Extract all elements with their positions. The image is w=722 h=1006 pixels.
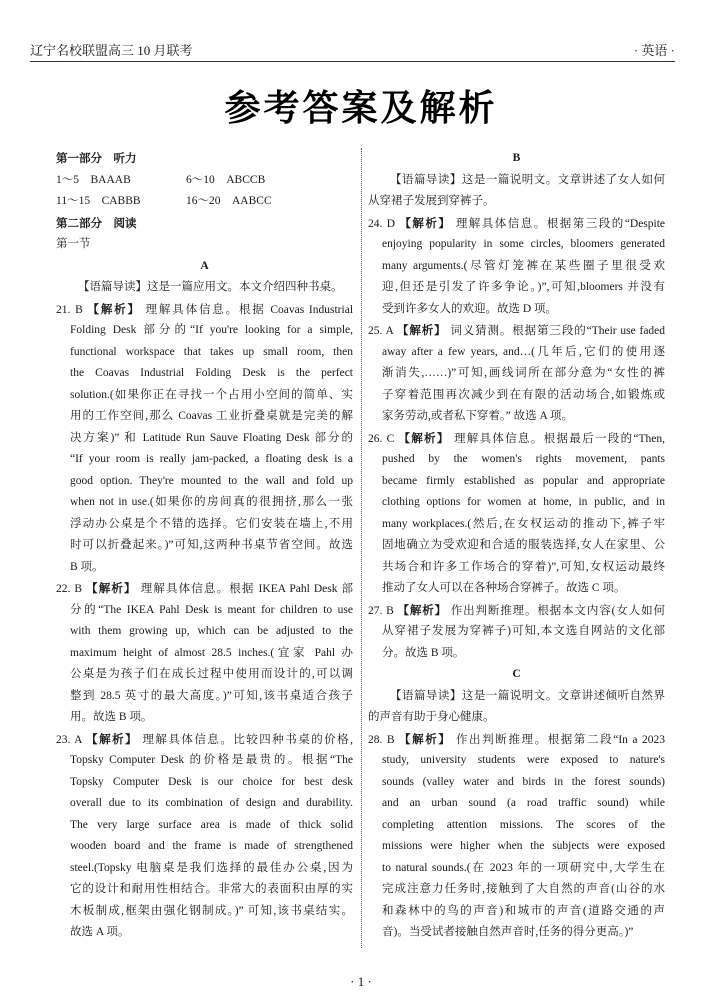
explanation-line: 公桌是为孩子们在成长过程中使用而设计的,可以调 bbox=[70, 668, 353, 680]
explanation-line: missions were higher when the subjects were exposed bbox=[382, 840, 665, 852]
analysis-tag: 【解析】 bbox=[397, 602, 448, 617]
explanation-line: Folding Desk 部分的“If you're looking for a simple, bbox=[70, 324, 353, 336]
explanation-line: 浮动办公桌是个不错的选择。它们安装在墙上,不用 bbox=[70, 517, 353, 530]
explanation-line: 家务劳动,或者私下穿着。” 故选 A 项。 bbox=[382, 410, 574, 422]
analysis-tag: 【解析】 bbox=[399, 731, 452, 746]
explanation-line: many arguments.(尽管灯笼裤在某些圈子里很受欢 bbox=[382, 259, 665, 272]
explanation-line bbox=[56, 299, 353, 321]
explanation-line: The very large surface area is made of thick solid bbox=[70, 818, 353, 831]
explanation-line: the Coavas Industrial Folding Desk is the perfect bbox=[70, 367, 353, 379]
explanation-line: 决方案)” 和 Latitude Run Sauve Floating Desk 部分的 bbox=[70, 431, 353, 444]
analysis-tag: 【解析】 bbox=[398, 430, 450, 445]
explanation-line bbox=[56, 578, 353, 600]
answer-group: 1～5 BAAAB bbox=[56, 173, 131, 186]
explanation-line: study, university students were exposed to nature's bbox=[382, 754, 665, 766]
explanation-line: good option. They're mounted to the wall and fold up bbox=[70, 474, 353, 487]
explanation-line: 共场合和许多工作场合的穿着)”,可知,女权运动最终 bbox=[382, 560, 665, 573]
explanation-line: “If your room is really jam-packed, a floating desk is a bbox=[70, 453, 353, 465]
explanation-line: overall due to its combination of design and durability. bbox=[70, 797, 353, 809]
explanation-line: 木板制成,框架由强化钢制成。)” 可知,该书桌结实。 bbox=[70, 904, 353, 917]
running-header bbox=[30, 40, 675, 62]
analysis-tag: 【解析】 bbox=[399, 215, 452, 230]
explanation-line bbox=[368, 428, 665, 450]
explanation-line: sounds (valley water and birds in the forest sounds) bbox=[382, 775, 665, 788]
explanation-line: 渐消失,……)”可知,画线词所在部分意为“女性的裤 bbox=[382, 367, 665, 379]
explanation-line: 时可以折叠起来。)”可知,这两种书桌节省空间。故选 bbox=[70, 539, 353, 551]
explanation-line bbox=[56, 729, 353, 751]
left-column bbox=[56, 148, 353, 944]
explanation-line: many workplaces.(然后,在女权运动的推动下,裤子牢 bbox=[382, 517, 665, 530]
explanation-line: 推动了女人可以在各种场合穿裤子。故选 C 项。 bbox=[382, 582, 626, 594]
explanation-text: 理解具体信息。根据 IKEA Pahl Desk 部 bbox=[140, 583, 354, 595]
answer-row bbox=[56, 191, 353, 213]
passage-letter: C bbox=[512, 668, 521, 680]
answer-explanation bbox=[368, 320, 665, 428]
question-answer: 21. B bbox=[56, 303, 83, 316]
question-answer: 25. A bbox=[368, 325, 394, 337]
explanation-line: 它的设计和耐用性相结合。非常大的表面积由厚的实 bbox=[70, 883, 353, 895]
subject-label: · 英语 · bbox=[633, 43, 675, 58]
explanation-line: and an urban sound (a road traffic sound) while bbox=[382, 797, 665, 809]
answer-explanation bbox=[56, 578, 353, 729]
explanation-text: 理解具体信息。比较四种书桌的价格, bbox=[142, 733, 354, 746]
explanation-line: 用。故选 B 项。 bbox=[70, 711, 153, 723]
explanation-line bbox=[368, 320, 665, 342]
explanation-text: 理解具体信息。根据 Coavas Industrial bbox=[145, 303, 354, 316]
explanation-line: away after a few years, and…(几年后,它们的使用逐 bbox=[382, 345, 665, 358]
passage-intro bbox=[56, 277, 353, 299]
explanation-line: 用的工作空间,那么 Coavas 工业折叠桌就是完美的解 bbox=[70, 410, 353, 422]
question-answer: 24. D bbox=[368, 217, 396, 230]
exam-name: 辽宁名校联盟高三 10 月联考 bbox=[30, 43, 193, 58]
explanation-line: Topsky Computer Desk is our choice for best desk bbox=[70, 775, 353, 788]
analysis-tag: 【解析】 bbox=[396, 323, 447, 337]
explanation-text: 作出判断推理。根据本文内容(女人如何 bbox=[450, 604, 665, 617]
explanation-line: became firmly established as popular and appropriate bbox=[382, 474, 665, 487]
explanation-line bbox=[368, 729, 665, 751]
explanation-line: pushed by the women's rights movement, pants bbox=[382, 453, 665, 465]
explanation-line: maximum height of almost 28.5 inches.(宜家 Pahl 办 bbox=[70, 646, 353, 659]
explanation-line: B 项。 bbox=[70, 560, 104, 573]
explanation-line: 分。故选 B 项。 bbox=[382, 646, 465, 659]
passage-letter: A bbox=[200, 259, 209, 272]
explanation-line: Topsky Computer Desk 的价格是最贵的。根据“The bbox=[70, 754, 353, 766]
answer-explanation bbox=[368, 600, 665, 665]
answer-group: 6～10 ABCCB bbox=[186, 173, 266, 186]
answer-explanation bbox=[368, 729, 665, 944]
answer-group: 16～20 AABCC bbox=[186, 195, 272, 207]
explanation-line: solution.(如果你正在寻找一个占用小空间的简单、实 bbox=[70, 388, 353, 401]
question-answer: 23. A bbox=[56, 733, 82, 746]
question-answer: 28. B bbox=[368, 733, 395, 746]
explanation-line bbox=[368, 213, 665, 235]
explanation-text: 词义猜测。根据第三段的“Their use faded bbox=[450, 325, 666, 337]
answer-group: 11～15 CABBB bbox=[56, 195, 141, 207]
section-heading: 第一部分 听力 bbox=[56, 151, 137, 165]
explanation-line: 受到许多女人的欢迎。故选 D 项。 bbox=[382, 302, 558, 315]
explanation-line: 故选 A 项。 bbox=[70, 926, 130, 938]
analysis-tag: 【解析】 bbox=[86, 581, 137, 595]
explanation-line: 音)。当受试者接触自然声音时,任务的得分更高。)” bbox=[382, 926, 634, 938]
explanation-line: 整到 28.5 英寸的最大高度。)”可知,该书桌适合孩子 bbox=[70, 689, 353, 702]
passage-intro bbox=[368, 170, 665, 213]
answer-explanation bbox=[368, 213, 665, 321]
explanation-line: 分的“The IKEA Pahl Desk is meant for children to use bbox=[70, 603, 353, 616]
passage-intro bbox=[368, 686, 665, 729]
explanation-line: wooden board and the frame is made of strengthened bbox=[70, 840, 353, 852]
explanation-line: 从穿裙子发展为穿裤子)可知,本文选自网站的文化部 bbox=[382, 625, 665, 637]
explanation-text: 作出判断推理。根据第二段“In a 2023 bbox=[455, 733, 665, 746]
explanation-line: when not in use.(如果你的房间真的很拥挤,那么一张 bbox=[70, 496, 353, 508]
explanation-line bbox=[368, 600, 665, 622]
explanation-line: 迎,但还是引发了许多争论。)”,可知,bloomers 并没有 bbox=[382, 281, 665, 293]
section-heading: 第二部分 阅读 bbox=[56, 215, 137, 230]
explanation-line: completing attention missions. The scores of the bbox=[382, 818, 665, 831]
column-divider bbox=[361, 148, 362, 948]
intro-line: 【语篇导读】这是一篇应用文。本文介绍四种书桌。 bbox=[78, 281, 343, 293]
explanation-line: steel.(Topsky 电脑桌是我们选择的最佳办公桌,因为 bbox=[70, 861, 353, 874]
intro-line: 【语篇导读】这是一篇说明文。文章讲述倾听自然界 bbox=[390, 689, 665, 702]
passage-letter: B bbox=[512, 152, 521, 164]
right-column bbox=[368, 148, 665, 944]
page-title: 参考答案及解析 bbox=[224, 88, 498, 129]
explanation-line: to natural sounds.(在 2023 年的一项研究中,大学生在 bbox=[382, 861, 665, 874]
explanation-line: with them growing up, which can be adjusted to the bbox=[70, 625, 353, 637]
explanation-line: 完成注意力任务时,接触到了大自然的声音(山谷的水 bbox=[382, 883, 665, 895]
explanation-line: 和森林中的鸟的声音)和城市的声音(道路交通的声 bbox=[382, 904, 665, 917]
intro-line: 的声音有助于身心健康。 bbox=[368, 711, 495, 723]
explanation-line: enjoying popularity in some circles, bloomers generated bbox=[382, 238, 665, 250]
explanation-text: 理解具体信息。根据最后一段的“Then, bbox=[453, 432, 666, 445]
explanation-line: functional workspace that takes up small room, then bbox=[70, 345, 353, 358]
intro-line: 从穿裙子发展到穿裤子。 bbox=[368, 195, 495, 207]
explanation-line: 固地确立为受欢迎和合适的服装选择,女人在家里、公 bbox=[382, 539, 665, 551]
subsection-label: 第一节 bbox=[56, 238, 91, 250]
analysis-tag: 【解析】 bbox=[86, 731, 139, 746]
explanation-text: 理解具体信息。根据第三段的“Despite bbox=[455, 217, 666, 230]
question-answer: 27. B bbox=[368, 604, 394, 617]
question-answer: 26. C bbox=[368, 432, 395, 445]
answer-row bbox=[56, 170, 353, 192]
analysis-tag: 【解析】 bbox=[87, 301, 141, 316]
question-answer: 22. B bbox=[56, 583, 83, 595]
answer-explanation bbox=[56, 729, 353, 944]
answer-explanation bbox=[56, 299, 353, 579]
page-number: · 1 · bbox=[350, 974, 372, 989]
explanation-line: clothing options for women at home, in public, and in bbox=[382, 496, 665, 508]
intro-line: 【语篇导读】这是一篇说明文。文章讲述了女人如何 bbox=[390, 173, 665, 186]
answer-explanation bbox=[368, 428, 665, 600]
explanation-line: 子穿着范围再次减少到在有限的活动场合,如锻炼或 bbox=[382, 388, 665, 401]
